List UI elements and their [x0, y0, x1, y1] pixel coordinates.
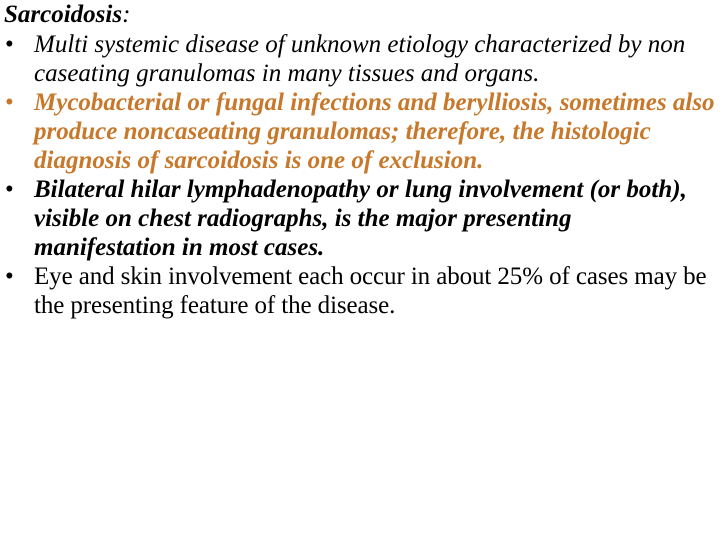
bullet-text: Bilateral hilar lymphadenopathy or lung involvement (or both), visible on chest radiographs, is the major presenting manifestation in most cases.: [34, 176, 687, 261]
bullet-text: Eye and skin involvement each occur in about 25% of cases may be the presenting feature of the disease.: [34, 263, 707, 319]
bullet-item-differential: [4, 88, 718, 175]
heading-colon: :: [122, 1, 131, 28]
bullet-item-presentation: [4, 175, 718, 262]
bullet-text: Multi systemic disease of unknown etiology characterized by non caseating granulomas in many tissues and organs.: [34, 31, 686, 87]
bullet-list: [4, 30, 718, 320]
bullet-item-eye-skin: [4, 262, 718, 320]
slide-content: [4, 0, 718, 320]
bullet-text: Mycobacterial or fungal infections and berylliosis, sometimes also produce noncaseating granulomas; therefore, the histologic diagnosis of sarcoidosis is one of exclusion.: [34, 89, 715, 174]
bullet-icon: •: [5, 263, 14, 290]
bullet-item-definition: [4, 30, 718, 88]
bullet-icon: •: [5, 176, 14, 203]
slide-heading: [4, 0, 718, 30]
heading-text: Sarcoidosis: [4, 1, 123, 28]
bullet-icon: •: [5, 89, 14, 116]
bullet-icon: •: [5, 31, 14, 58]
